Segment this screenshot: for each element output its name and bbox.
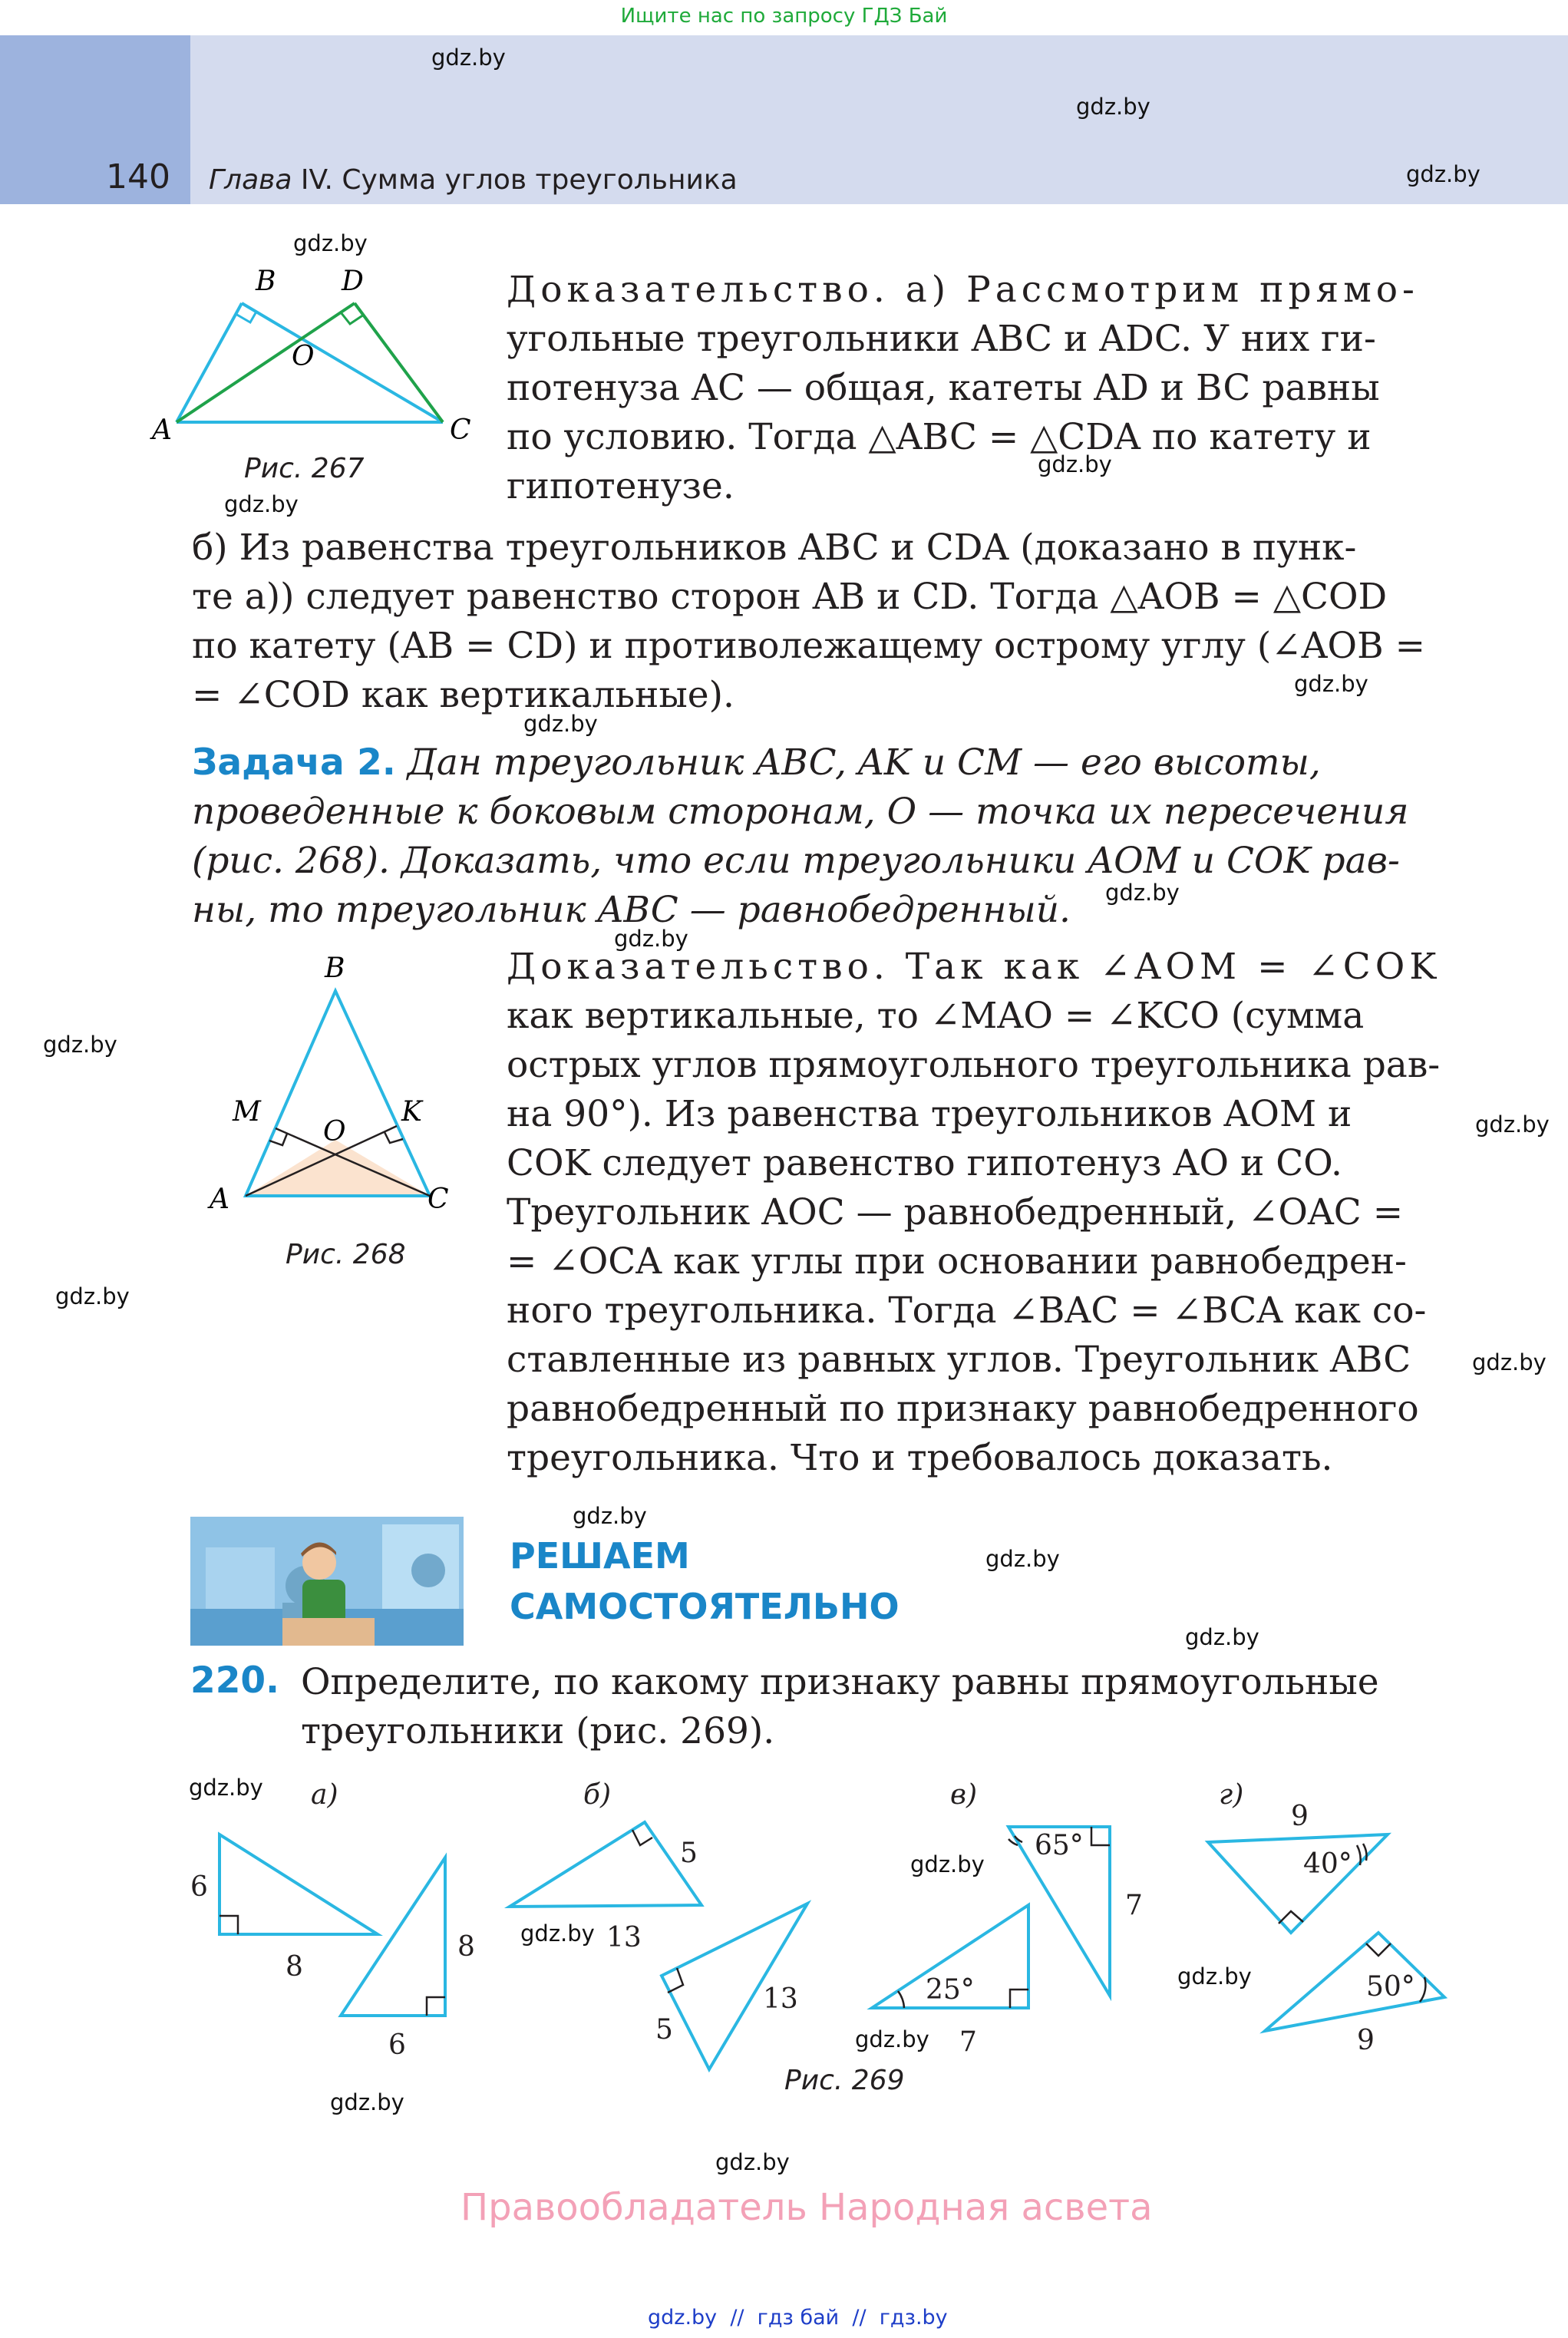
triangle-b1 bbox=[510, 1822, 701, 1907]
text-line: = ∠COD как вертикальные). bbox=[192, 674, 734, 716]
fig-269-caption: Рис. 269 bbox=[784, 2065, 905, 2096]
publisher-footer: Правообладатель Народная асвета bbox=[460, 2186, 1153, 2229]
angle-label: 65° bbox=[1035, 1830, 1084, 1861]
watermark: gdz.by bbox=[1406, 161, 1481, 187]
triangle-a2 bbox=[341, 1858, 445, 2016]
fig-268-caption: Рис. 268 bbox=[286, 1239, 406, 1270]
top-banner: Ищите нас по запросу ГДЗ Бай bbox=[620, 5, 948, 28]
length-label: 8 bbox=[457, 1931, 475, 1963]
text-line: на 90°). Из равенства треугольников AOM и bbox=[507, 1093, 1352, 1135]
watermark: gdz.by bbox=[43, 1032, 117, 1058]
watermark: gdz.by bbox=[1472, 1349, 1547, 1375]
bottom-links[interactable]: gdz.by // гдз бай // гдз.by bbox=[648, 2306, 948, 2330]
text-line: Определите, по какому признаку равны прямоугольные bbox=[301, 1661, 1379, 1703]
text-line: как вертикальные, то ∠MAO = ∠KCO (сумма bbox=[507, 995, 1365, 1037]
label-a: A bbox=[152, 414, 172, 445]
length-label: 9 bbox=[1357, 2025, 1375, 2056]
right-angle bbox=[1091, 1827, 1110, 1845]
right-angle-b bbox=[236, 312, 256, 322]
watermark: gdz.by bbox=[1105, 880, 1180, 906]
right-angle bbox=[1010, 1990, 1028, 2008]
segment-bc bbox=[242, 303, 443, 422]
length-label: 13 bbox=[606, 1922, 642, 1953]
length-label: 6 bbox=[190, 1871, 208, 1903]
text-line: гипотенузе. bbox=[507, 465, 734, 507]
text-line: Доказательство. а) Рассмотрим прямо- bbox=[507, 269, 1419, 311]
angle-arc bbox=[1420, 1977, 1425, 2002]
text-line: потенуза AC — общая, катеты AD и BC равны bbox=[507, 367, 1380, 409]
watermark: gdz.by bbox=[330, 2089, 404, 2115]
text-line: = ∠OCA как углы при основании равнобедрен- bbox=[507, 1240, 1407, 1283]
right-angle bbox=[632, 1830, 652, 1845]
text-line: угольные треугольники ABC и ADC. У них ги- bbox=[507, 318, 1376, 360]
proof-2 bbox=[507, 943, 1452, 1483]
triangle-aoc-fill bbox=[246, 1140, 430, 1196]
length-label: 7 bbox=[1125, 1890, 1143, 1921]
segment-ad bbox=[177, 303, 355, 422]
watermark: gdz.by bbox=[715, 2149, 790, 2175]
text-line: те а)) следует равенство сторон AB и CD. Тогда △AOB = △COD bbox=[192, 576, 1388, 618]
label-o: O bbox=[323, 1116, 346, 1148]
text-line: б) Из равенства треугольников ABC и CDA (доказано в пунк- bbox=[192, 527, 1357, 569]
segment-ab bbox=[177, 303, 242, 422]
triangle-g2 bbox=[1265, 1933, 1444, 2031]
right-angle bbox=[427, 1997, 445, 2016]
watermark: gdz.by bbox=[1038, 451, 1112, 477]
page-number: 140 bbox=[106, 157, 170, 196]
length-label: 6 bbox=[388, 2029, 406, 2061]
watermark: gdz.by bbox=[431, 45, 506, 71]
length-label: 8 bbox=[286, 1951, 303, 1983]
label-c: C bbox=[427, 1184, 449, 1215]
label-a: A bbox=[210, 1184, 229, 1215]
label-k: K bbox=[401, 1096, 422, 1128]
proof-1 bbox=[507, 266, 1452, 511]
right-angle bbox=[220, 1916, 238, 1934]
text-line: равнобедренный по признаку равнобедренного bbox=[507, 1388, 1419, 1430]
length-label: 9 bbox=[1291, 1801, 1309, 1832]
segment-dc bbox=[355, 303, 443, 422]
label-c: C bbox=[450, 414, 471, 445]
text-line: треугольника. Что и требовалось доказать. bbox=[507, 1437, 1333, 1479]
sub-label-g: г) bbox=[1219, 1779, 1244, 1811]
section-title-line: САМОСТОЯТЕЛЬНО bbox=[510, 1586, 900, 1627]
watermark: gdz.by bbox=[1294, 671, 1368, 697]
watermark: gdz.by bbox=[189, 1775, 263, 1801]
watermark: gdz.by bbox=[293, 230, 368, 256]
text-line: по катету (AB = CD) и противолежащему острому углу (∠AOB = bbox=[192, 625, 1425, 667]
label-b: B bbox=[256, 266, 276, 297]
length-label: 13 bbox=[763, 1983, 798, 2015]
text-line: Дан треугольник ABC, AK и CM — его высоты, bbox=[407, 741, 1321, 784]
text-line: (рис. 268). Доказать, что если треугольники AOM и COK рав- bbox=[192, 840, 1400, 882]
label-d: D bbox=[342, 266, 364, 297]
label-o: O bbox=[292, 341, 315, 372]
problem-220 bbox=[301, 1658, 1452, 1756]
section-title-line: РЕШАЕМ bbox=[510, 1535, 690, 1577]
sub-label-v: в) bbox=[950, 1779, 977, 1811]
watermark: gdz.by bbox=[573, 1503, 647, 1529]
task-2-label: Задача 2. bbox=[192, 741, 396, 784]
text-line: COK следует равенство гипотенуз AO и CO. bbox=[507, 1142, 1342, 1184]
text-line: острых углов прямоугольного треугольника рав- bbox=[507, 1044, 1441, 1086]
angle-label: 25° bbox=[926, 1974, 975, 2006]
text-line: по условию. Тогда △ABC = △CDA по катету и bbox=[507, 416, 1372, 458]
length-label: 7 bbox=[959, 2026, 977, 2058]
text-line: Треугольник AOC — равнобедренный, ∠OAC = bbox=[507, 1191, 1404, 1233]
watermark: gdz.by bbox=[614, 926, 688, 952]
right-angle bbox=[1366, 1943, 1391, 1956]
watermark: gdz.by bbox=[1475, 1111, 1550, 1138]
figure-267 bbox=[138, 261, 491, 445]
text-line: ного треугольника. Тогда ∠BAC = ∠BCA как со- bbox=[507, 1290, 1427, 1332]
angle-label: 40° bbox=[1303, 1848, 1352, 1880]
figure-269 bbox=[169, 1773, 1474, 2095]
right-angle-d bbox=[341, 312, 364, 324]
watermark: gdz.by bbox=[1076, 94, 1150, 120]
figure-268 bbox=[196, 943, 487, 1234]
watermark: gdz.by bbox=[1185, 1624, 1259, 1650]
chapter-title: Глава IV. Сумма углов треугольника bbox=[209, 164, 738, 196]
watermark: gdz.by bbox=[985, 1546, 1060, 1572]
length-label: 5 bbox=[680, 1838, 698, 1869]
task-2 bbox=[192, 738, 1451, 935]
text-line: треугольники (рис. 269). bbox=[301, 1710, 775, 1752]
angle-arc bbox=[898, 1991, 904, 2008]
problem-number: 220. bbox=[190, 1659, 279, 1702]
section-illustration bbox=[190, 1517, 464, 1646]
watermark: gdz.by bbox=[855, 2026, 929, 2052]
watermark: gdz.by bbox=[224, 491, 299, 517]
sub-label-b: б) bbox=[583, 1779, 612, 1811]
part-b bbox=[192, 523, 1451, 720]
text-line: Доказательство. Так как ∠AOM = ∠COK bbox=[507, 946, 1441, 988]
text-line: ставленные из равных углов. Треугольник ABC bbox=[507, 1339, 1411, 1381]
watermark: gdz.by bbox=[520, 1920, 595, 1947]
triangle-a1 bbox=[220, 1834, 378, 1934]
sub-label-a: а) bbox=[311, 1779, 338, 1811]
fig-267-caption: Рис. 267 bbox=[244, 453, 365, 484]
watermark: gdz.by bbox=[523, 711, 598, 737]
watermark: gdz.by bbox=[55, 1283, 130, 1309]
length-label: 5 bbox=[655, 2014, 673, 2046]
label-b: B bbox=[325, 953, 345, 984]
watermark: gdz.by bbox=[1177, 1963, 1252, 1990]
section-title bbox=[510, 1531, 900, 1632]
text-line: проведенные к боковым сторонам, O — точка их пересечения bbox=[192, 791, 1409, 833]
angle-label: 50° bbox=[1366, 1971, 1415, 2003]
text-line: ны, то треугольник ABC — равнобедренный. bbox=[192, 889, 1071, 931]
watermark: gdz.by bbox=[910, 1851, 985, 1877]
label-m: M bbox=[233, 1096, 261, 1128]
